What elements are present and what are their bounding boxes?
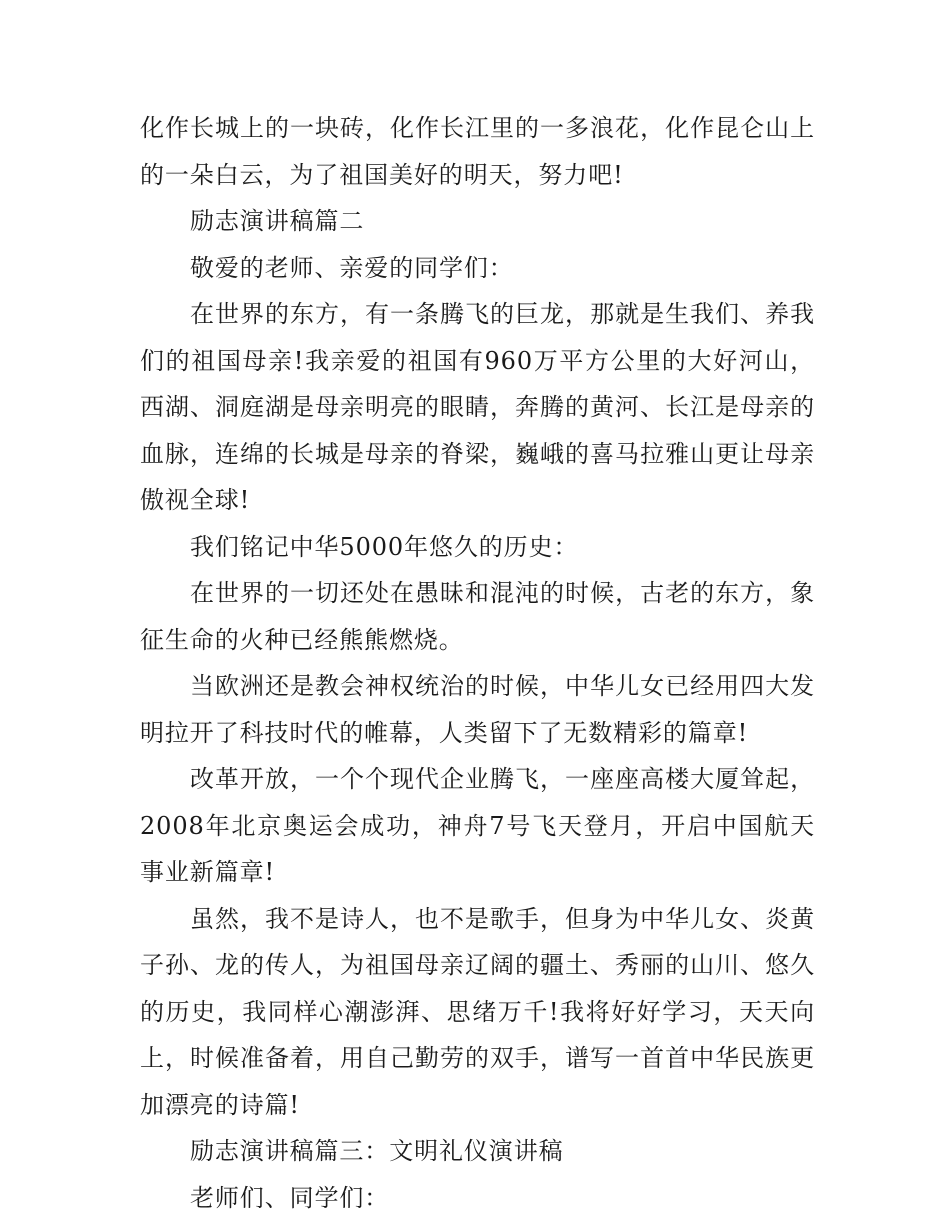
section-heading-three: 励志演讲稿篇三：文明礼仪演讲稿	[190, 1137, 564, 1165]
paragraph: 在世界的一切还处在愚昧和混沌的时候，古老的东方，象征生命的火种已经熊熊燃烧。	[140, 579, 815, 654]
paragraph: 改革开放，一个个现代企业腾飞，一座座高楼大厦耸起，2008年北京奥运会成功，神舟7号飞天登月，开启中国航天事业新篇章!	[140, 765, 815, 886]
paragraph: 在世界的东方，有一条腾飞的巨龙，那就是生我们、养我们的祖国母亲!我亲爱的祖国有960万平方公里的大好河山，西湖、洞庭湖是母亲明亮的眼睛，奔腾的黄河、长江是母亲的血脉，连绵的长城是母亲的脊梁，巍峨的喜马拉雅山更让母亲傲视全球!	[140, 300, 815, 514]
paragraph: 虽然，我不是诗人，也不是歌手，但身为中华儿女、炎黄子孙、龙的传人，为祖国母亲辽阔的疆土、秀丽的山川、悠久的历史，我同样心潮澎湃、思绪万千!我将好好学习，天天向上，时候准备着，用自己勤劳的双手，谱写一首首中华民族更加漂亮的诗篇!	[140, 904, 815, 1119]
paragraph: 当欧洲还是教会神权统治的时候，中华儿女已经用四大发明拉开了科技时代的帷幕，人类留下了无数精彩的篇章!	[140, 672, 815, 747]
paragraph-continuation: 化作长城上的一块砖，化作长江里的一多浪花，化作昆仑山上的一朵白云，为了祖国美好的明天，努力吧!	[140, 114, 815, 189]
section-heading-two: 励志演讲稿篇二	[190, 207, 365, 235]
document-body	[140, 105, 815, 1221]
paragraph: 我们铭记中华5000年悠久的历史：	[190, 532, 579, 561]
salutation: 老师们、同学们：	[190, 1183, 390, 1212]
salutation: 敬爱的老师、亲爱的同学们：	[190, 253, 514, 282]
